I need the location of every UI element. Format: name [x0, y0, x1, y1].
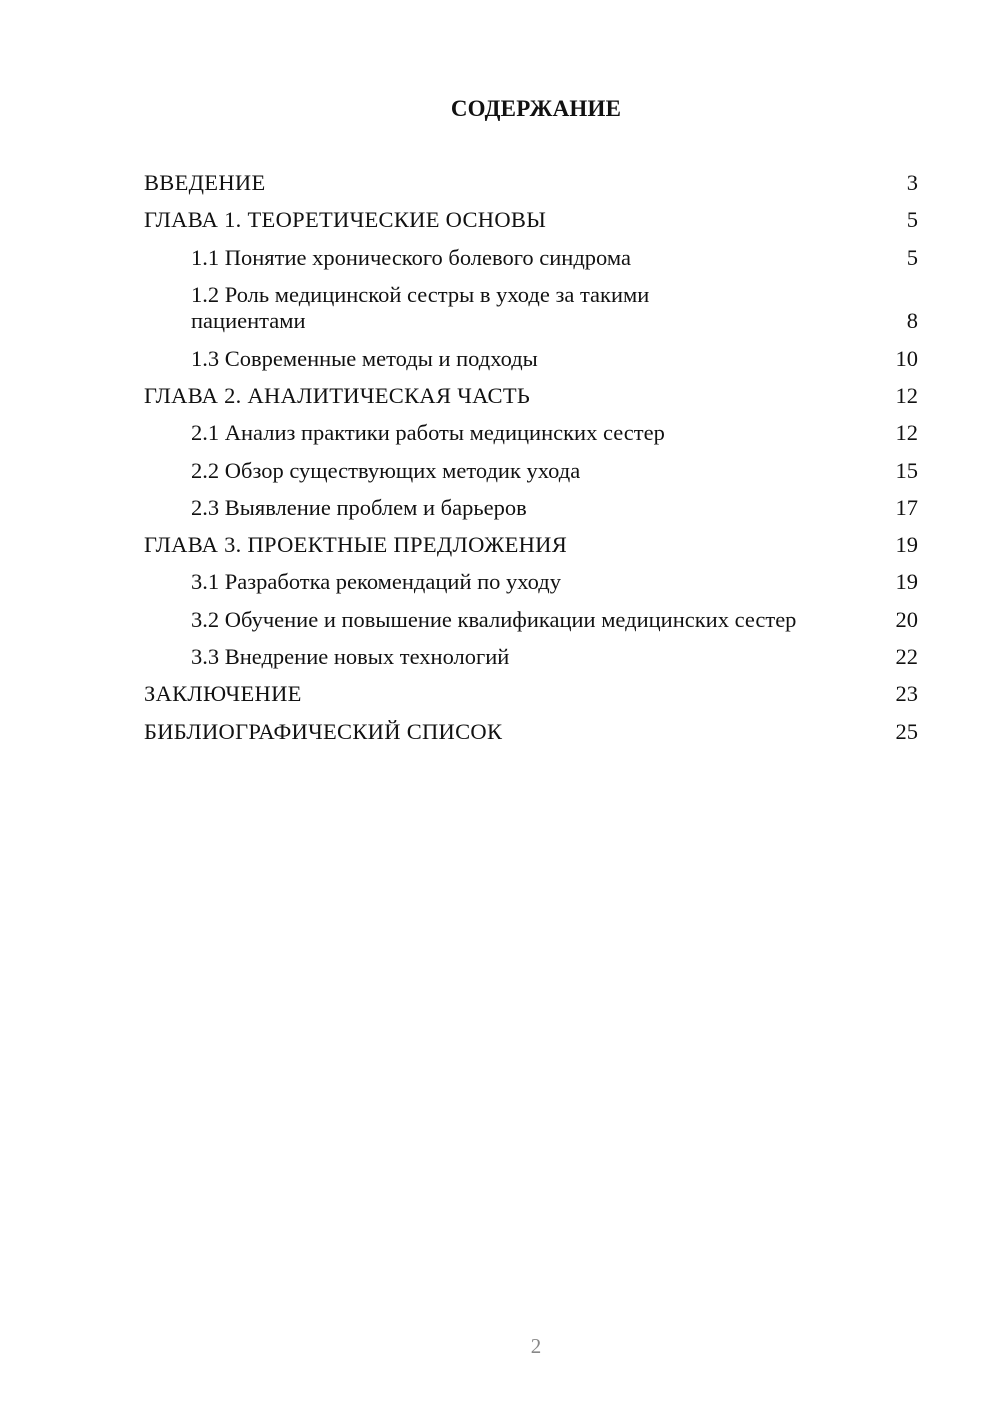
toc-entry-page: 5: [906, 207, 918, 233]
toc-entry-text: 2.2 Обзор существующих методик ухода: [191, 457, 581, 483]
toc-entry-text: 3.2 Обучение и повышение квалификации медицинских сестер: [191, 606, 797, 632]
toc-entry-page: 10: [895, 345, 918, 371]
toc-entry-section-2-1: [144, 420, 918, 447]
toc-entry-page: 19: [895, 569, 918, 595]
toc-entry-page: 20: [895, 606, 918, 632]
toc-entry-page: 12: [895, 382, 918, 408]
toc-entry-section-1-1: [144, 245, 918, 272]
toc-entry-page: 3: [906, 170, 918, 195]
toc-entry-section-3-2: [144, 607, 918, 634]
toc-entry-page: 19: [895, 532, 918, 558]
page-number: 2: [530, 1334, 542, 1358]
toc-title: СОДЕРЖАНИЕ: [450, 96, 622, 121]
table-of-contents: [144, 170, 918, 756]
toc-entry-introduction: [144, 170, 918, 197]
toc-entry-page: 15: [895, 457, 918, 483]
toc-entry-text: 3.3 Внедрение новых технологий: [191, 644, 510, 670]
toc-entry-section-1-3: [144, 346, 918, 373]
toc-entry-text: ВВЕДЕНИЕ: [144, 170, 266, 195]
toc-entry-section-3-1: [144, 569, 918, 596]
toc-entry-text: 1.2 Роль медицинской сестры в уходе за такими пациентами: [191, 281, 650, 334]
toc-entry-chapter-1: [144, 207, 918, 234]
toc-entry-section-3-3: [144, 644, 918, 671]
toc-entry-page: 8: [906, 308, 918, 334]
toc-entry-text: 2.3 Выявление проблем и барьеров: [191, 494, 527, 520]
toc-entry-page: 23: [895, 681, 918, 707]
toc-entry-text: 1.3 Современные методы и подходы: [191, 345, 538, 371]
toc-entry-text: ГЛАВА 1. ТЕОРЕТИЧЕСКИЕ ОСНОВЫ: [144, 207, 547, 233]
toc-entry-section-2-3: [144, 495, 918, 522]
toc-entry-page: 12: [895, 420, 918, 446]
toc-entry-text: ГЛАВА 3. ПРОЕКТНЫЕ ПРЕДЛОЖЕНИЯ: [144, 532, 568, 558]
toc-entry-chapter-2: [144, 383, 918, 410]
toc-entry-page: 5: [906, 244, 918, 270]
toc-entry-text: 2.1 Анализ практики работы медицинских сестер: [191, 420, 665, 446]
toc-entry-page: 25: [895, 718, 918, 744]
toc-entry-section-2-2: [144, 458, 918, 485]
toc-entry-text: 3.1 Разработка рекомендаций по уходу: [191, 569, 561, 595]
toc-entry-text: ГЛАВА 2. АНАЛИТИЧЕСКАЯ ЧАСТЬ: [144, 382, 531, 408]
toc-entry-conclusion: [144, 681, 918, 708]
toc-entry-text: ЗАКЛЮЧЕНИЕ: [144, 681, 302, 707]
toc-entry-page: 17: [895, 494, 918, 520]
toc-entry-section-1-2: [144, 282, 918, 335]
toc-entry-bibliography: [144, 719, 918, 746]
toc-entry-text: БИБЛИОГРАФИЧЕСКИЙ СПИСОК: [144, 718, 503, 744]
toc-entry-text: 1.1 Понятие хронического болевого синдрома: [191, 244, 631, 270]
toc-entry-page: 22: [895, 644, 918, 670]
toc-entry-chapter-3: [144, 532, 918, 559]
